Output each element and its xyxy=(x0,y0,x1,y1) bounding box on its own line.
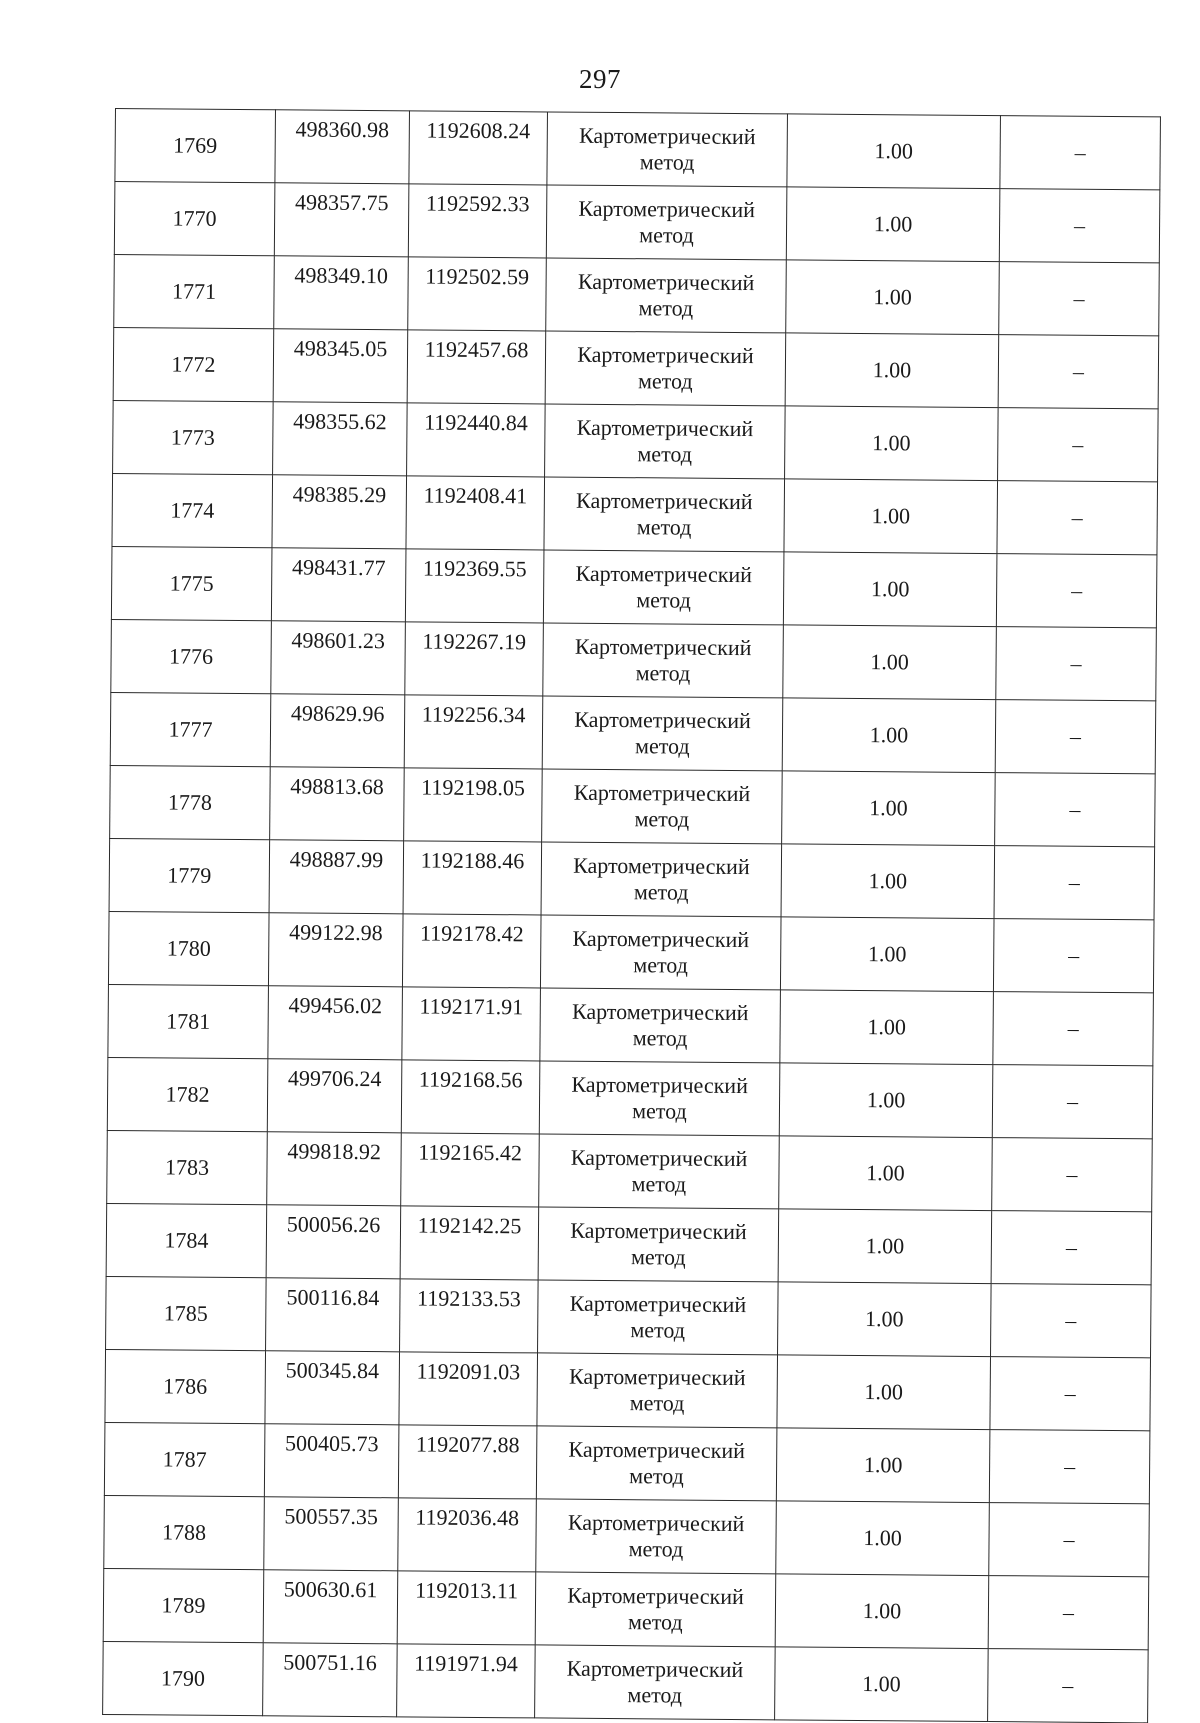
method-cell xyxy=(539,1134,780,1209)
table-row xyxy=(113,327,1159,408)
accuracy-cell: 1.00 xyxy=(776,1501,990,1576)
point-number-cell: 1769 xyxy=(115,109,276,183)
method-cell xyxy=(543,623,784,698)
table-row xyxy=(114,254,1160,335)
x-coordinate-cell: 500116.84 xyxy=(266,1278,401,1352)
x-coordinate-cell: 500345.84 xyxy=(265,1351,400,1425)
x-coordinate-cell: 500557.35 xyxy=(264,1497,399,1571)
note-cell: – xyxy=(993,919,1154,993)
note-cell: – xyxy=(997,481,1158,555)
method-line2: метод xyxy=(639,222,694,248)
method-line1: Картометрический xyxy=(574,706,751,734)
note-cell: – xyxy=(989,1430,1150,1504)
table-row xyxy=(103,1641,1149,1722)
note-cell: – xyxy=(998,408,1159,482)
method-line2: метод xyxy=(631,1171,687,1197)
note-cell: – xyxy=(998,335,1159,409)
y-coordinate-cell: 1192502.59 xyxy=(408,257,547,331)
method-line1: Картометрический xyxy=(577,341,754,369)
table-row xyxy=(111,546,1157,627)
y-coordinate-cell: 1192178.42 xyxy=(402,914,541,988)
x-coordinate-cell: 500630.61 xyxy=(263,1570,398,1644)
y-coordinate-cell: 1192256.34 xyxy=(404,695,543,769)
y-coordinate-cell: 1192267.19 xyxy=(405,622,544,696)
note-cell: – xyxy=(988,1649,1149,1723)
point-number-cell: 1781 xyxy=(108,984,269,1058)
method-cell xyxy=(540,988,781,1063)
method-line2: метод xyxy=(634,733,690,759)
x-coordinate-cell: 500751.16 xyxy=(263,1643,398,1717)
method-line2: метод xyxy=(632,1025,688,1051)
accuracy-cell: 1.00 xyxy=(779,1136,993,1211)
note-cell: – xyxy=(995,773,1156,847)
table-row xyxy=(108,911,1154,992)
y-coordinate-cell: 1192188.46 xyxy=(403,841,542,915)
method-line2: метод xyxy=(639,149,695,175)
point-number-cell: 1780 xyxy=(108,911,269,985)
x-coordinate-cell: 498345.05 xyxy=(273,329,408,403)
x-coordinate-cell: 499818.92 xyxy=(267,1132,402,1206)
method-line1: Картометрический xyxy=(576,487,753,515)
method-line2: метод xyxy=(630,1244,686,1270)
method-cell xyxy=(544,477,785,552)
note-cell: – xyxy=(996,554,1157,628)
y-coordinate-cell: 1192369.55 xyxy=(405,549,544,623)
x-coordinate-cell: 498360.98 xyxy=(275,110,410,184)
y-coordinate-cell: 1192440.84 xyxy=(407,403,546,477)
y-coordinate-cell: 1192013.11 xyxy=(397,1571,536,1645)
method-cell xyxy=(545,404,786,479)
method-line1: Картометрический xyxy=(574,633,752,661)
coordinates-table xyxy=(102,108,1161,1723)
method-cell xyxy=(542,696,783,771)
point-number-cell: 1775 xyxy=(111,546,272,620)
y-coordinate-cell: 1192608.24 xyxy=(409,111,548,185)
method-cell xyxy=(541,842,782,917)
accuracy-cell: 1.00 xyxy=(778,1282,992,1357)
table-row xyxy=(103,1568,1149,1649)
x-coordinate-cell: 499456.02 xyxy=(268,986,403,1060)
method-line2: метод xyxy=(633,952,689,978)
method-line1: Картометрический xyxy=(571,998,749,1026)
accuracy-cell: 1.00 xyxy=(782,771,996,846)
point-number-cell: 1790 xyxy=(103,1641,264,1715)
accuracy-cell: 1.00 xyxy=(786,260,1000,335)
table-row xyxy=(112,473,1158,554)
point-number-cell: 1778 xyxy=(110,765,271,839)
y-coordinate-cell: 1192077.88 xyxy=(398,1425,537,1499)
method-line2: метод xyxy=(630,1317,686,1343)
point-number-cell: 1772 xyxy=(113,327,274,401)
table-row xyxy=(108,984,1154,1065)
table-row xyxy=(111,619,1157,700)
method-line2: метод xyxy=(632,1098,687,1124)
note-cell: – xyxy=(988,1576,1149,1650)
y-coordinate-cell: 1192091.03 xyxy=(399,1352,538,1426)
method-cell xyxy=(535,1572,776,1647)
method-line1: Картометрический xyxy=(567,1509,745,1537)
point-number-cell: 1774 xyxy=(112,473,273,547)
note-cell: – xyxy=(994,846,1155,920)
table-row xyxy=(105,1349,1151,1430)
y-coordinate-cell: 1192133.53 xyxy=(400,1279,539,1353)
method-line1: Картометрический xyxy=(571,1071,749,1099)
y-coordinate-cell: 1192142.25 xyxy=(400,1206,539,1280)
point-number-cell: 1788 xyxy=(104,1495,265,1569)
accuracy-cell: 1.00 xyxy=(785,333,999,408)
x-coordinate-cell: 500405.73 xyxy=(264,1424,399,1498)
method-cell xyxy=(546,185,787,260)
table-row xyxy=(110,765,1156,846)
x-coordinate-cell: 498813.68 xyxy=(270,767,405,841)
table-row xyxy=(106,1276,1152,1357)
method-line2: метод xyxy=(627,1609,683,1635)
method-line2: метод xyxy=(637,368,693,394)
y-coordinate-cell: 1192171.91 xyxy=(402,987,541,1061)
method-line1: Картометрический xyxy=(567,1582,744,1610)
method-cell xyxy=(535,1645,776,1720)
table-row xyxy=(106,1203,1152,1284)
point-number-cell: 1786 xyxy=(105,1349,266,1423)
accuracy-cell: 1.00 xyxy=(781,844,995,919)
note-cell: – xyxy=(992,1065,1153,1139)
method-line2: метод xyxy=(629,1390,685,1416)
method-line2: метод xyxy=(636,514,692,540)
method-cell xyxy=(540,915,781,990)
note-cell: – xyxy=(989,1503,1150,1577)
method-cell xyxy=(546,258,787,333)
note-cell: – xyxy=(992,1138,1153,1212)
accuracy-cell: 1.00 xyxy=(778,1209,992,1284)
method-line1: Картометрический xyxy=(566,1655,744,1683)
x-coordinate-cell: 498629.96 xyxy=(270,694,405,768)
note-cell: – xyxy=(991,1284,1152,1358)
x-coordinate-cell: 498385.29 xyxy=(272,475,407,549)
method-cell xyxy=(542,769,783,844)
point-number-cell: 1770 xyxy=(114,182,275,256)
note-cell: – xyxy=(991,1211,1152,1285)
x-coordinate-cell: 498349.10 xyxy=(274,256,409,330)
method-cell xyxy=(536,1499,777,1574)
table-body xyxy=(103,109,1161,1723)
method-line1: Картометрический xyxy=(568,1436,746,1464)
accuracy-cell: 1.00 xyxy=(780,917,994,992)
note-cell: – xyxy=(1000,116,1161,190)
accuracy-cell: 1.00 xyxy=(782,698,996,773)
method-cell xyxy=(538,1280,779,1355)
point-number-cell: 1777 xyxy=(110,692,271,766)
point-number-cell: 1782 xyxy=(107,1057,268,1131)
x-coordinate-cell: 499122.98 xyxy=(268,913,403,987)
x-coordinate-cell: 498431.77 xyxy=(271,548,406,622)
note-cell: – xyxy=(999,189,1160,263)
point-number-cell: 1789 xyxy=(103,1568,264,1642)
method-line2: метод xyxy=(633,879,689,905)
method-line1: Картометрический xyxy=(573,852,750,880)
accuracy-cell: 1.00 xyxy=(783,625,997,700)
method-line1: Картометрический xyxy=(570,1144,748,1172)
point-number-cell: 1773 xyxy=(113,400,274,474)
accuracy-cell: 1.00 xyxy=(785,406,999,481)
point-number-cell: 1779 xyxy=(109,838,270,912)
accuracy-cell: 1.00 xyxy=(779,1063,993,1138)
accuracy-cell: 1.00 xyxy=(784,479,998,554)
accuracy-cell: 1.00 xyxy=(775,1574,989,1649)
table-row xyxy=(110,692,1156,773)
y-coordinate-cell: 1192036.48 xyxy=(398,1498,537,1572)
table-row xyxy=(113,400,1159,481)
page-number: 297 xyxy=(579,64,621,94)
note-cell: – xyxy=(999,262,1160,336)
method-line1: Картометрический xyxy=(573,779,751,807)
accuracy-cell: 1.00 xyxy=(780,990,994,1065)
note-cell: – xyxy=(995,700,1156,774)
point-number-cell: 1776 xyxy=(111,619,272,693)
method-cell xyxy=(537,1353,778,1428)
table-row xyxy=(104,1422,1150,1503)
table-row xyxy=(115,109,1161,190)
accuracy-cell: 1.00 xyxy=(777,1355,991,1430)
point-number-cell: 1785 xyxy=(106,1276,267,1350)
x-coordinate-cell: 498357.75 xyxy=(274,183,409,257)
method-line1: Картометрический xyxy=(578,122,756,150)
method-line1: Картометрический xyxy=(572,925,750,953)
method-line1: Картометрический xyxy=(568,1363,746,1391)
accuracy-cell: 1.00 xyxy=(783,552,997,627)
table-row xyxy=(109,838,1155,919)
method-cell xyxy=(545,331,786,406)
method-cell xyxy=(538,1207,779,1282)
y-coordinate-cell: 1192457.68 xyxy=(407,330,546,404)
method-cell xyxy=(536,1426,777,1501)
x-coordinate-cell: 498887.99 xyxy=(269,840,404,914)
coordinates-table-container xyxy=(102,108,1160,1723)
point-number-cell: 1784 xyxy=(106,1203,267,1277)
table-row xyxy=(107,1130,1153,1211)
method-cell xyxy=(547,112,788,187)
method-line1: Картометрический xyxy=(577,268,755,296)
point-number-cell: 1787 xyxy=(104,1422,265,1496)
accuracy-cell: 1.00 xyxy=(787,114,1001,189)
y-coordinate-cell: 1191971.94 xyxy=(397,1644,536,1718)
y-coordinate-cell: 1192165.42 xyxy=(401,1133,540,1207)
method-cell xyxy=(543,550,784,625)
point-number-cell: 1771 xyxy=(114,254,275,328)
method-line2: метод xyxy=(627,1682,683,1708)
method-line2: метод xyxy=(636,587,691,613)
x-coordinate-cell: 499706.24 xyxy=(267,1059,402,1133)
method-line2: метод xyxy=(628,1536,684,1562)
table-row xyxy=(114,182,1160,263)
method-line2: метод xyxy=(629,1463,684,1489)
method-line1: Картометрический xyxy=(570,1217,747,1245)
accuracy-cell: 1.00 xyxy=(786,187,1000,262)
accuracy-cell: 1.00 xyxy=(775,1647,989,1722)
method-line1: Картометрический xyxy=(569,1290,747,1318)
x-coordinate-cell: 500056.26 xyxy=(266,1205,401,1279)
note-cell: – xyxy=(990,1357,1151,1431)
x-coordinate-cell: 498601.23 xyxy=(271,621,406,695)
x-coordinate-cell: 498355.62 xyxy=(273,402,408,476)
method-line2: метод xyxy=(635,660,691,686)
method-cell xyxy=(539,1061,780,1136)
note-cell: – xyxy=(996,627,1157,701)
y-coordinate-cell: 1192168.56 xyxy=(401,1060,540,1134)
table-row xyxy=(104,1495,1150,1576)
y-coordinate-cell: 1192408.41 xyxy=(406,476,545,550)
accuracy-cell: 1.00 xyxy=(776,1428,990,1503)
point-number-cell: 1783 xyxy=(107,1130,268,1204)
y-coordinate-cell: 1192198.05 xyxy=(404,768,543,842)
method-line2: метод xyxy=(638,295,694,321)
method-line2: метод xyxy=(637,441,693,467)
y-coordinate-cell: 1192592.33 xyxy=(408,184,547,258)
method-line1: Картометрический xyxy=(575,560,753,588)
note-cell: – xyxy=(993,992,1154,1066)
table-row xyxy=(107,1057,1153,1138)
method-line2: метод xyxy=(634,806,690,832)
method-line1: Картометрический xyxy=(576,414,754,442)
method-line1: Картометрический xyxy=(578,195,756,223)
